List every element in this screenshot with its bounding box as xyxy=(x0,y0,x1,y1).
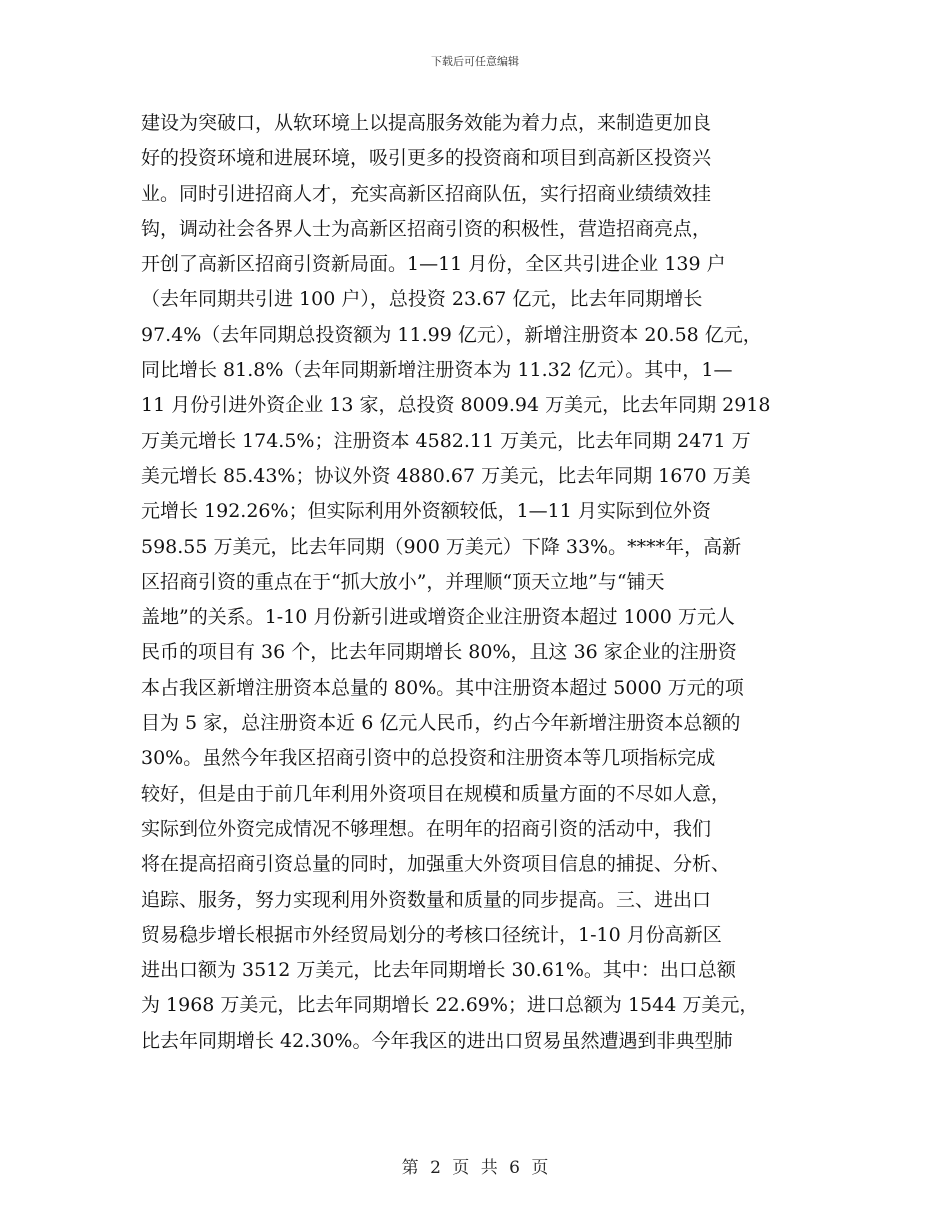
text-line: 11 月份引进外资企业 13 家，总投资 8009.94 万美元，比去年同期 2918 xyxy=(141,394,771,417)
text-line: （去年同期共引进 100 户），总投资 23.67 亿元，比去年同期增长 xyxy=(141,288,703,311)
text-line: 97.4%（去年同期总投资额为 11.99 亿元），新增注册资本 20.58 亿元， xyxy=(141,323,762,346)
text-line: 追踪、服务，努力实现利用外资数量和质量的同步提高。三、进出口 xyxy=(141,888,712,911)
document-body xyxy=(141,106,816,1059)
text-line: 比去年同期增长 42.30%。今年我区的进出口贸易虽然遭遇到非典型肺 xyxy=(141,1029,733,1052)
text-line: 实际到位外资完成情况不够理想。在明年的招商引资的活动中，我们 xyxy=(141,817,712,840)
text-line: 将在提高招商引资总量的同时，加强重大外资项目信息的捕捉、分析、 xyxy=(141,853,731,876)
text-line: 区招商引资的重点在于“抓大放小”，并理顺“顶天立地”与“铺天 xyxy=(141,570,665,593)
text-line: 贸易稳步增长根据市外经贸局划分的考核口径统计，1-10 月份高新区 xyxy=(141,923,722,946)
text-line: 建设为突破口，从软环境上以提高服务效能为着力点，来制造更加良 xyxy=(141,112,712,134)
text-line: 同比增长 81.8%（去年同期新增注册资本为 11.32 亿元）。其中，1— xyxy=(141,359,733,382)
text-line: 钩，调动社会各界人士为高新区招商引资的积极性，营造招商亮点， xyxy=(141,217,712,240)
text-line: 万美元增长 174.5%；注册资本 4582.11 万美元，比去年同期 2471 万 xyxy=(141,429,751,452)
text-line: 元增长 192.26%；但实际利用外资额较低，1—11 月实际到位外资 xyxy=(141,500,711,523)
text-line: 598.55 万美元，比去年同期（900 万美元）下降 33%。****年，高新 xyxy=(141,535,742,558)
page-number: 第 2 页 共 6 页 xyxy=(401,1158,549,1178)
text-line: 盖地”的关系。1-10 月份新引进或增资企业注册资本超过 1000 万元人 xyxy=(141,606,735,629)
text-line: 民币的项目有 36 个，比去年同期增长 80%，且这 36 家企业的注册资 xyxy=(141,641,737,664)
text-line: 为 1968 万美元，比去年同期增长 22.69%；进口总额为 1544 万美元， xyxy=(141,994,759,1017)
text-line: 业。同时引进招商人才，充实高新区招商队伍，实行招商业绩绩效挂 xyxy=(141,182,712,205)
page-header-note: 下载后可任意编辑 xyxy=(431,55,519,68)
text-line: 好的投资环境和进展环境，吸引更多的投资商和项目到高新区投资兴 xyxy=(141,147,712,170)
text-line: 较好，但是由于前几年利用外资项目在规模和质量方面的不尽如人意， xyxy=(141,782,731,805)
text-line: 开创了高新区招商引资新局面。1—11 月份，全区共引进企业 139 户 xyxy=(141,253,726,276)
text-line: 美元增长 85.43%；协议外资 4880.67 万美元，比去年同期 1670 万美 xyxy=(141,464,751,487)
text-line: 目为 5 家，总注册资本近 6 亿元人民币，约占今年新增注册资本总额的 xyxy=(141,712,741,735)
text-line: 进出口额为 3512 万美元，比去年同期增长 30.61%。其中：出口总额 xyxy=(141,959,736,982)
text-line: 本占我区新增注册资本总量的 80%。其中注册资本超过 5000 万元的项 xyxy=(141,676,744,699)
text-line: 30%。虽然今年我区招商引资中的总投资和注册资本等几项指标完成 xyxy=(141,747,716,770)
